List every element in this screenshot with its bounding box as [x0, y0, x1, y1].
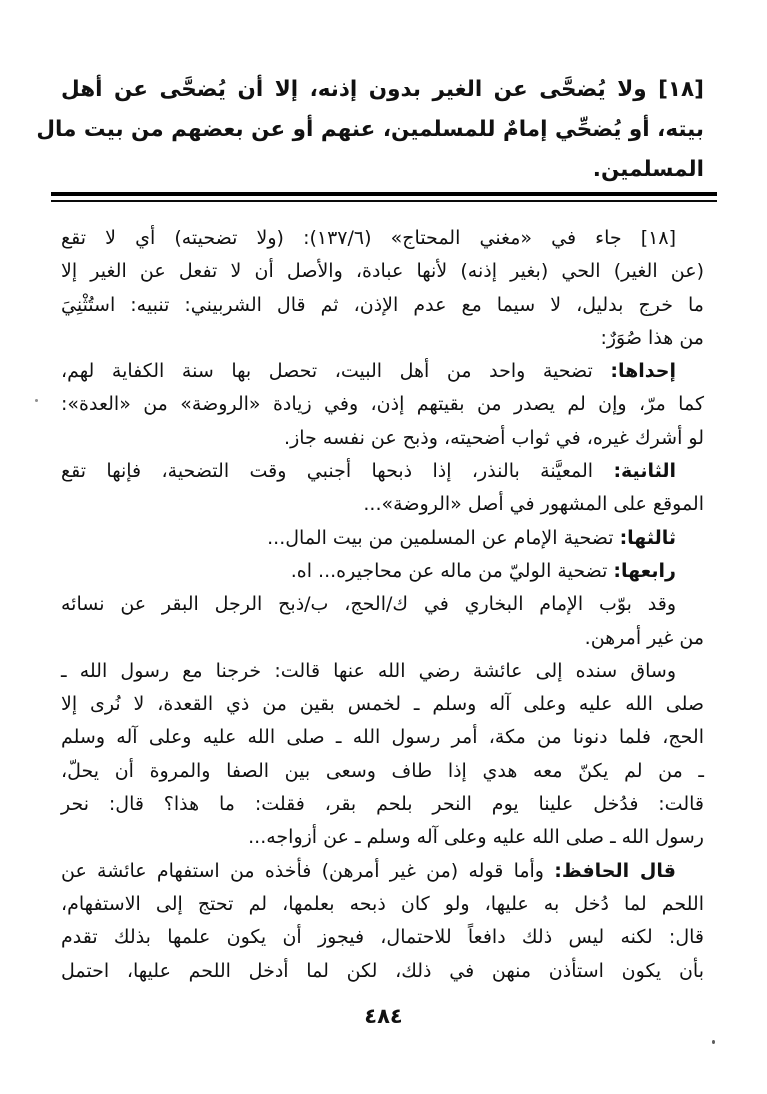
paragraph — [61, 455, 704, 522]
matn-line: بيته، أو يُضحِّي إمامٌ للمسلمين، عنهم أو عن بعضهم من بيت مال — [36, 117, 704, 142]
text-segment: الحج، فلما دنونا من مكة، أمر رسول الله ـ صلى الله عليه وعلى آله وسلم — [61, 726, 704, 749]
text-segment: وساق سنده إلى عائشة رضي الله عنها قالت: خرجنا مع رسول الله ـ — [61, 659, 676, 682]
paragraph — [61, 855, 704, 988]
text-line — [61, 688, 704, 721]
text-line — [61, 322, 704, 355]
text-segment: بأن يكون استأذن منهن في ذلك، لكن لما أدخل اللحم عليها، احتمل — [61, 959, 704, 982]
bold-lead: الثانية: — [613, 460, 676, 483]
text-segment: اللحم لما دُخل به عليها، ولو كان ذبحه بعلمها، لم تحتج إلى الاستفهام، — [61, 892, 704, 915]
text-segment: ـ من لم يكنّ معه هدي إذا طاف وسعى بين الصفا والمروة أن يحلّ، — [61, 759, 704, 782]
text-segment: قال: لكنه ليس ذلك دافعاً للاحتمال، فيجوز أن يكون علمها بذلك تقدم — [61, 926, 704, 949]
bold-lead: رابعها: — [613, 559, 676, 582]
text-line — [61, 955, 704, 988]
text-segment: من غير أمرهن. — [584, 626, 704, 649]
matn-line: المسلمين. — [592, 157, 704, 182]
text-segment: وقد بوّب الإمام البخاري في ك/الحج، ب/ذبح الرجل البقر عن نسائه — [61, 593, 676, 616]
text-line — [61, 388, 704, 421]
bold-lead: إحداها: — [610, 360, 676, 383]
text-segment: رسول الله ـ صلى الله عليه وعلى آله وسلم ـ عن أزواجه... — [248, 826, 704, 849]
paragraph — [61, 655, 704, 855]
text-line — [61, 655, 704, 688]
text-segment: وأما قوله (من غير أمرهن) فأخذه من استفهام عائشة عن — [61, 859, 555, 882]
text-segment: تضحية الإمام عن المسلمين من بيت المال... — [267, 526, 620, 549]
commentary-text — [61, 222, 704, 988]
paragraph — [61, 355, 704, 455]
text-line — [61, 755, 704, 788]
matn-heading — [36, 70, 704, 190]
page-number: ٤٨٤ — [364, 1004, 403, 1028]
text-line — [61, 888, 704, 921]
bold-lead: ثالثها: — [619, 526, 676, 549]
text-line — [61, 622, 704, 655]
text-segment: من هذا صُوَرٌ: — [600, 326, 704, 349]
text-line — [61, 788, 704, 821]
bold-lead: قال الحافظ: — [554, 859, 676, 882]
text-line — [61, 455, 704, 488]
scan-speck — [35, 399, 38, 402]
scan-speck — [712, 1040, 715, 1044]
text-segment: (عن الغير) الحي (بغير إذنه) لأنها عبادة، والأصل أن لا تفعل عن الغير إلا — [61, 260, 704, 283]
text-line — [61, 422, 704, 455]
text-line — [61, 355, 704, 388]
matn-line: [١٨] ولا يُضحَّى عن الغير بدون إذنه، إلا أن يُضحَّى عن أهل — [61, 77, 704, 102]
text-line — [61, 488, 704, 521]
text-segment: تضحية الوليّ من ماله عن محاجيره... اه. — [290, 559, 614, 582]
text-line — [61, 255, 704, 288]
text-line — [61, 921, 704, 954]
text-line — [61, 522, 704, 555]
text-segment: [١٨] جاء في «مغني المحتاج» (١٣٧/٦): (ولا تضحيته) أي لا تقع — [61, 227, 676, 249]
text-segment: ما خرج بدليل، لا سيما مع عدم الإذن، ثم قال الشربيني: تنبيه: استُثْنِيَ — [61, 293, 704, 316]
text-segment: صلى الله عليه وعلى آله وسلم ـ لخمس بقين من ذي القعدة، لا نُرى إلا — [61, 693, 704, 716]
double-rule-divider — [51, 192, 717, 202]
text-line — [61, 222, 704, 255]
text-line — [61, 821, 704, 854]
paragraph — [61, 555, 704, 588]
text-segment: المعيَّنة بالنذر، إذا ذبحها أجنبي وقت التضحية، فإنها تقع — [61, 460, 614, 483]
text-line — [61, 555, 704, 588]
paragraph — [61, 588, 704, 655]
paragraph — [61, 522, 704, 555]
text-segment: تضحية واحد من أهل البيت، تحصل بها سنة الكفاية لهم، — [61, 360, 611, 383]
text-line — [61, 855, 704, 888]
text-segment: كما مرّ، وإن لم يصدر من بقيتهم إذن، وفي زيادة «الروضة» من «العدة»: — [61, 393, 704, 416]
text-line — [61, 289, 704, 322]
text-line — [61, 588, 704, 621]
paragraph — [61, 222, 704, 355]
text-segment: قالت: فدُخل علينا يوم النحر بلحم بقر، فقلت: ما هذا؟ قال: نحر — [61, 793, 704, 816]
text-segment: لو أشرك غيره، في ثواب أضحيته، وذبح عن نفسه جاز. — [284, 426, 704, 449]
text-segment: الموقع على المشهور في أصل «الروضة»... — [363, 493, 704, 516]
text-line — [61, 721, 704, 754]
